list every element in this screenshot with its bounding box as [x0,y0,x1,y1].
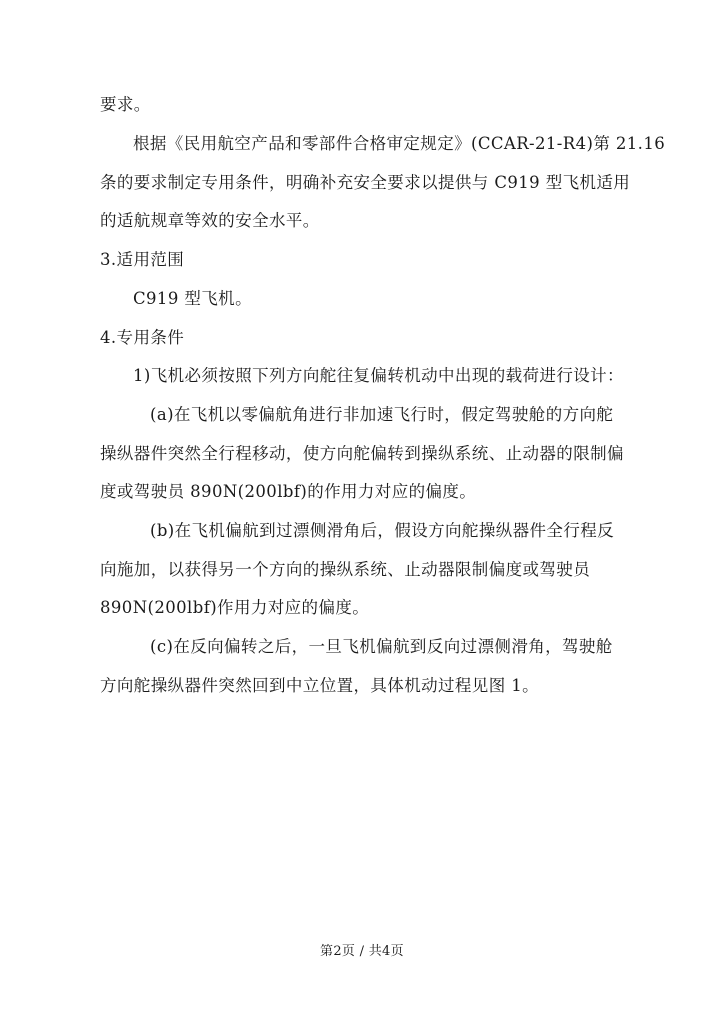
text-line: (c)在反向偏转之后，一旦飞机偏航到反向过漂侧滑角，驾驶舱 [150,637,613,656]
section-heading: 4.专用条件 [100,328,185,347]
text-line: 度或驾驶员 890N(200lbf)的作用力对应的偏度。 [100,482,477,501]
text-line: 890N(200lbf)作用力对应的偏度。 [100,598,370,617]
text-line: 的适航规章等效的安全水平。 [100,211,320,230]
page-indicator: 第2页 / 共4页 [320,944,404,959]
text-line: C919 型飞机。 [133,289,252,308]
text-line: 条的要求制定专用条件，明确补充安全要求以提供与 C919 型飞机适用 [100,173,631,192]
text-line: 要求。 [100,95,151,114]
text-line: (b)在飞机偏航到过漂侧滑角后，假设方向舵操纵器件全行程反 [150,521,615,540]
text-line: 1)飞机必须按照下列方向舵往复偏转机动中出现的载荷进行设计： [133,366,624,385]
section-heading: 3.适用范围 [100,250,185,269]
text-line: 方向舵操纵器件突然回到中立位置，具体机动过程见图 1。 [100,676,540,695]
text-line: 根据《民用航空产品和零部件合格审定规定》(CCAR-21-R4)第 21.16 [133,134,666,153]
text-line: (a)在飞机以零偏航角进行非加速飞行时，假定驾驶舱的方向舵 [150,405,614,424]
text-line: 向施加，以获得另一个方向的操纵系统、止动器限制偏度或驾驶员 [100,560,591,579]
text-line: 操纵器件突然全行程移动，使方向舵偏转到操纵系统、止动器的限制偏 [100,444,624,463]
